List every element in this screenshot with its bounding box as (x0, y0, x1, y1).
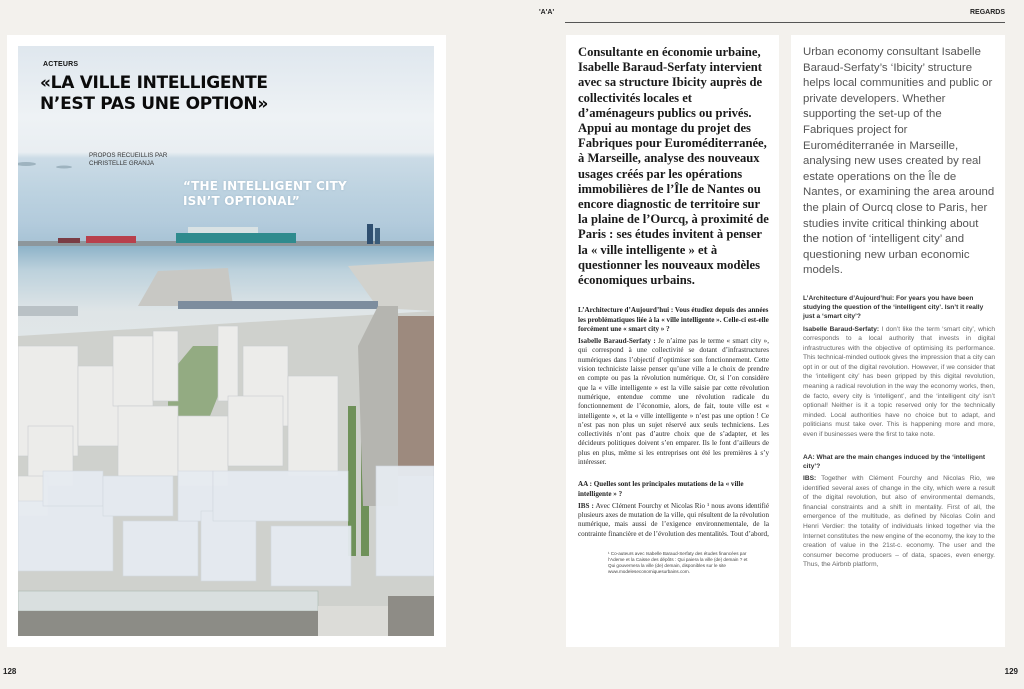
rail-depot-roof (18, 591, 318, 611)
parking-lot (18, 611, 318, 636)
english-answer-1 (803, 325, 995, 440)
english-lead-paragraph: Urban economy consultant Isabelle Baraud-Serfaty’s ‘Ibicity’ structure helps local communities and public or private developers. Whether supporting the set-up of the Fabriques project for Euroméditerranée in Marseille, analysing new uses created by real estate operations on the Île de Nantes, or examining the area around the plain of Ourcq close to Paris, her studies invite critical thinking about the notion of ‘intelligent city’ and questioning new urban economic models. (803, 46, 995, 277)
answer-text: Together with Clément Fourchy and Nicolas Rio, we identified several axes of change in the city, which were a result of the digital revolution, but also of environmental demands, financial constraints and a shift in mentality. First of all, the emergence of the multitude, as defined by Nicolas Colin and Henri Verdier: the totality of individuals linked together via the Internet constitutes the new engine of the economy, the key to the creation of value in the 21st-c. economy. The user and the consumer become producers – of data, spaces, even energy. Thus, the Airbnb platform, (803, 475, 995, 569)
aerial-city-photo (18, 46, 434, 636)
english-answer-2 (803, 474, 995, 570)
speaker-name: Isabelle Baraud-Serfaty: (803, 325, 880, 333)
planned-block (201, 511, 256, 581)
magazine-logo: 'A'A' (539, 9, 555, 16)
header-rule (565, 22, 1005, 23)
speaker-name: Isabelle Baraud-Serfaty : (578, 337, 656, 346)
speaker-name: IBS : (578, 501, 594, 510)
left-page-photo-card (7, 35, 446, 647)
english-title-line: ISN’T OPTIONAL” (183, 194, 300, 208)
answer-text: I don’t like the term ‘smart city’, which corresponds to a local authority that invests in digital infrastructures with the objective of optimising its performance. This technical-minded outlook gives the impression that a city can opt in or out of the digital revolution. However, if we consider that the ‘intelligent city’ has been gripped by this digital revolution, meaning a radical revolution in the way the economy works, then, de facto, every city is ‘intelligent’, and the ‘intelligent city’ isn’t optional! Neither is it a topic reserved only for the technically minded. Local authorities have no choice but to adapt, and politicians must take over. This is happening more and more, even if businesses were the first to take note. (803, 325, 995, 439)
planned-block (376, 466, 434, 576)
byline (89, 152, 167, 168)
planned-block (103, 476, 173, 516)
french-answer-2 (578, 502, 769, 539)
dock-warehouse (178, 301, 378, 309)
building-block (218, 326, 238, 401)
english-question-2: AA: What are the main changes induced by the ‘intelligent city’? (803, 453, 986, 470)
teal-ship (176, 233, 296, 243)
port-tower (367, 224, 373, 244)
article-headline (40, 73, 360, 115)
building-block (153, 331, 178, 401)
small-ship (58, 238, 80, 243)
english-text-column (791, 35, 1005, 647)
page-number-left: 128 (3, 667, 17, 676)
building-block (118, 406, 178, 476)
aerial-city-illustration (18, 46, 434, 636)
section-kicker: ACTEURS (43, 61, 79, 68)
french-text-column (566, 35, 779, 647)
old-buildings (398, 316, 434, 476)
island-shape (18, 162, 36, 166)
french-question-2: AA : Quelles sont les principales mutations de la « ville intelligente » ? (578, 480, 744, 498)
headline-line: «LA VILLE INTELLIGENTE (40, 73, 268, 93)
building-block (288, 376, 338, 476)
port-tower (375, 228, 380, 244)
english-title (183, 179, 413, 209)
planned-block (271, 526, 351, 586)
flat-roof-building (318, 606, 388, 636)
planned-block (123, 521, 198, 576)
headline-line: N’EST PAS UNE OPTION» (40, 94, 269, 114)
island-shape (56, 166, 72, 169)
planned-block (43, 471, 103, 506)
quay (138, 268, 233, 306)
footnote: ¹ Co-auteurs avec Isabelle Baraud-Serfaty des études financées par l’Ademe et la Caisse des dépôts : Qui paiera la ville (de) demain ? et Qui gouvernera la ville (de) demain, disponibles sur le site www.modeleseconomiquesurbains.com. (608, 551, 748, 575)
english-title-line: “THE INTELLIGENT CITY (183, 179, 347, 193)
french-lead-paragraph: Consultante en économie urbaine, Isabelle Baraud-Serfaty intervient avec sa structure Ibicity auprès de collectivités locales et d’aménageurs publics ou privés. Appui au montage du projet des Fabriques pour Euroméditerranée, à Marseille, analyse des nouveaux usages créés par les opérations immobilières de l’Île de Nantes ou encore diagnostic de territoire sur la plaine de l’Ourcq, à proximité de Paris : ses études invitent à penser la « ville intelligente » et à questionner les nouveaux modèles économiques urbains. (578, 45, 769, 288)
planned-block (213, 471, 348, 521)
concrete-building (388, 596, 434, 636)
answer-text: Avec Clément Fourchy et Nicolas Rio ¹ nous avons identifié plusieurs axes de mutation de la ville, qui résultent de la révolution numérique, mais aussi de l’exigence environnementale, de la contrainte financière et de l’évolution des mentalités. Tout d’abord, (578, 501, 770, 538)
building-block (228, 396, 283, 466)
french-answer-1 (578, 337, 769, 467)
building-block (113, 336, 153, 406)
speaker-name: IBS: (803, 475, 817, 483)
answer-text: Je n’aime pas le terme « smart city », qui correspond à une collectivité se dotant d’infrastructures numériques dans l’objectif d’optimiser son fonctionnement. Cette vision techniciste laisse penser qu’une ville a le choix de prendre en compte ou pas la révolution numérique. Or, si l’on considère que la « ville intelligente » est la ville saisie par cette révolution numérique, entendue comme une révolution radicale du fonctionnement de l’économie, alors, de fait, toute ville est « intelligente », et la « ville intelligente » n’est pas une option ! Ce n’est pas non plus un sujet réservé aux seuls techniciens. Les collectivités n’ont pas d’autre choix que de s’adapter, et les décideurs politiques doivent s’en emparer. Ils le font d’ailleurs de plus en plus, même si les entreprises ont été les premières à s’y intéresser. (578, 337, 769, 466)
byline-line: PROPOS RECUEILLIS PAR (89, 152, 168, 159)
english-question-1: L’Architecture d’Aujourd’hui: For years you have been studying the question of the ‘intelligent city’. Isn’t it really just a ‘smart city’? (803, 294, 984, 321)
ship-deck (188, 227, 258, 233)
byline-author: CHRISTELLE GRANJA (89, 160, 154, 167)
planned-block (18, 501, 113, 571)
french-question-1: L’Architecture d’Aujourd’hui : Vous étudiez depuis des années les problématiques liée à la « ville intelligente ». Celle-ci est-elle forcément une « smart city » ? (578, 306, 769, 333)
red-ship (86, 236, 136, 243)
dock (18, 306, 78, 316)
page-number-right: 129 (1004, 667, 1018, 676)
section-name: REGARDS (969, 9, 1005, 16)
